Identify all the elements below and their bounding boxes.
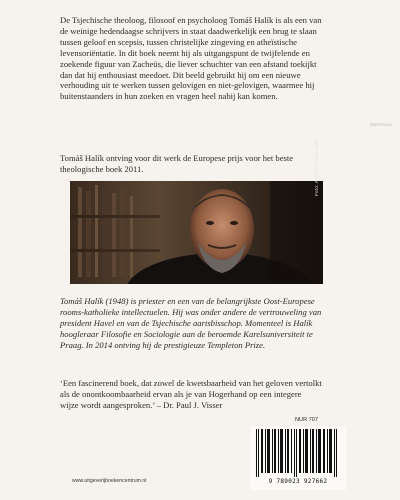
author-photo <box>70 181 323 284</box>
author-bio: Tomáš Halík (1948) is priester en een van de belangrijkste Oost-Europese rooms-katholieke intellectuelen. Hij was onder andere de vertrouweling van president Havel en van de Tsjechische aartsbisschop. Momenteel is Halík hoogleraar Filosofie en Sociologie aan de beroemde Karelsuniversiteit te Praag. In 2014 ontving hij de prestigieuze Templeton Prize. <box>60 296 322 350</box>
side-mark: DEEPFOCUS <box>370 123 392 127</box>
nur-code: NUR 707 <box>295 417 319 423</box>
blurb-paragraph: De Tsjechische theoloog, filosoof en psycholoog Tomáš Halík is als een van de weinige hedendaagse schrijvers in staat daadwerkelijk een brug te slaan tussen geloof en scepsis, tussen christelijke zingeving en atheïstische levensoriëntatie. In dit boek neemt hij als uitgangspunt de twijfelende en zoekende figuur van Zacheüs, die liever schuchter van een afstand toekijkt dan dat hij enthousiast meedoet. Dit beeld gebruikt hij om een nieuwe verhouding uit te werken tussen gelovigen en niet-gelovigen, waarmee hij buitenstaanders in hun zoeken en vragen heel nabij kan komen. <box>60 15 322 102</box>
prize-paragraph: Tomáš Halík ontving voor dit werk de Europese prijs voor het beste theologische boek 2011. <box>60 153 294 174</box>
barcode-icon <box>254 429 342 477</box>
isbn-barcode <box>250 426 346 490</box>
publisher-website: www.uitgeverijboekencentrum.nl <box>72 478 147 484</box>
review-quote: ‘Een fascinerend boek, dat zowel de kwetsbaarheid van het geloven vertolkt als de onontkoombaarheid ervan als je van Hogerhand op een integere wijze wordt aangesproken.’ – Dr. Paul J. Visser <box>60 378 322 410</box>
photo-credit: Foto: Archief Tomáš Halík <box>314 138 319 196</box>
isbn-number: 9 789023 927662 <box>268 478 328 485</box>
